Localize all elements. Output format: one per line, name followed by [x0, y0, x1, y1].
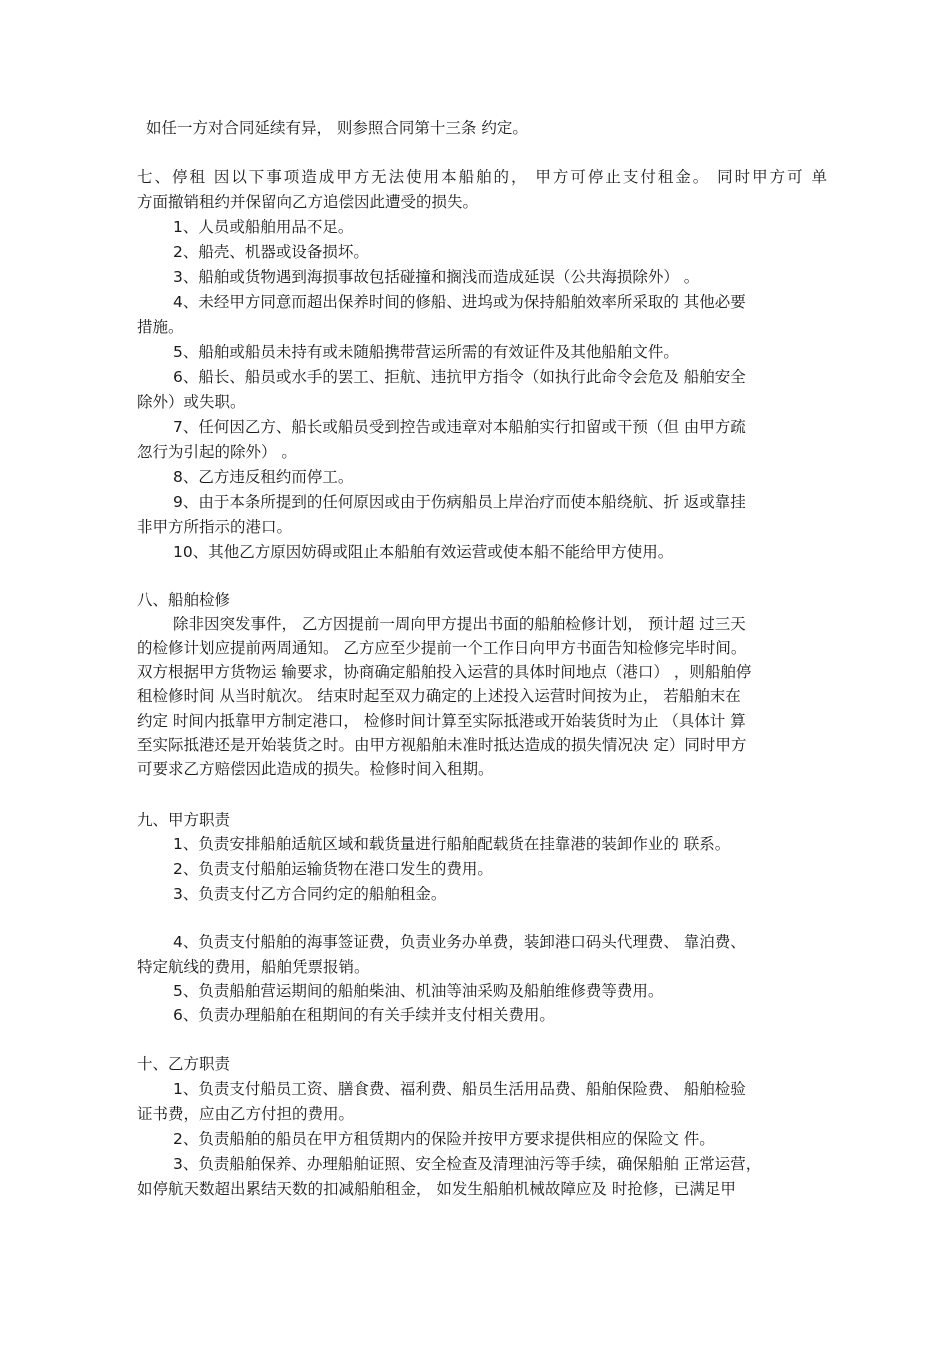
section9-item: 4、负责支付船舶的海事签证费，负责业务办单费，装卸港口码头代理费、 靠泊费、 [173, 933, 746, 951]
section7-item: 8、乙方违反租约而停工。 [173, 468, 354, 486]
section8-line: 双方根据甲方货物运 输要求，协商确定船舶投入运营的具体时间地点（港口） ，则船舶停 [137, 663, 752, 681]
section7-item: 9、由于本条所提到的任何原因或由于伤病船员上岸治疗而使本船绕航、折 返或靠挂 [173, 493, 746, 511]
section10-item: 2、负责船舶的船员在甲方租赁期内的保险并按甲方要求提供相应的保险文 件。 [173, 1130, 715, 1148]
section7-item: 5、船舶或船员未持有或未随船携带营运所需的有效证件及其他船舶文件。 [173, 343, 679, 361]
section10-item: 3、负责船舶保养、办理船舶证照、安全检查及清理油污等手续，确保船舶 正常运营， [173, 1155, 762, 1173]
section7-item-cont: 忽行为引起的除外） 。 [137, 443, 297, 461]
section10-item-cont: 如停航天数超出累结天数的扣减船舶租金， 如发生船舶机械故障应及 时抢修，已满足甲 [137, 1180, 736, 1198]
section9-item: 1、负责安排船舶适航区域和载货量进行船舶配载货在挂靠港的装卸作业的 联系。 [173, 835, 731, 853]
section7-para-line: 方面撤销租约并保留向乙方追偿因此遭受的损失。 [137, 193, 479, 211]
section10-title: 十、乙方职责 [137, 1055, 231, 1073]
section8-line: 可要求乙方赔偿因此造成的损失。检修时间入租期。 [137, 760, 494, 778]
section10-item-cont: 证书费，应由乙方付担的费用。 [137, 1105, 355, 1123]
section9-item: 6、负责办理船舶在租期间的有关手续并支付相关费用。 [173, 1006, 555, 1024]
section8-line: 至实际抵港还是开始装货之时。由甲方视船舶未准时抵达造成的损失情况决 定）同时甲方 [137, 736, 747, 754]
section9-item: 2、负责支付船舶运输货物在港口发生的费用。 [173, 860, 493, 878]
section7-item: 1、人员或船舶用品不足。 [173, 218, 354, 236]
section7-item-cont: 非甲方所指示的港口。 [137, 518, 293, 536]
section7-item-cont: 措施。 [137, 318, 184, 336]
section8-line: 租检修时间 从当时航次。 结束时起至双力确定的上述投入运营时间按为止， 若船舶末在 [137, 687, 741, 705]
section9-item: 3、负责支付乙方合同约定的船舶租金。 [173, 885, 447, 903]
section8-line: 的检修计划应提前两周通知。 乙方应至少提前一个工作日向甲方书面告知检修完毕时间。 [137, 639, 747, 657]
section9-title: 九、甲方职责 [137, 811, 231, 829]
section7-item: 7、任何因乙方、船长或船员受到控告或违章对本船舶实行扣留或干预（但 由甲方疏 [173, 418, 746, 436]
section7-item: 2、船壳、机器或设备损坏。 [173, 243, 369, 261]
section7-item-cont: 除外）或失职。 [137, 393, 246, 411]
section7-item: 10、其他乙方原因妨碍或阻止本船舶有效运营或使本船不能给甲方使用。 [173, 543, 674, 561]
section8-line: 约定 时间内抵靠甲方制定港口， 检修时间计算至实际抵港或开始装货时为止 （具体计 算 [137, 712, 746, 730]
section8-title: 八、船舶检修 [137, 591, 231, 609]
section7-item: 4、未经甲方同意而超出保养时间的修船、进坞或为保持船舶效率所采取的 其他必要 [173, 293, 746, 311]
section7-para-line: 七、停租 因以下事项造成甲方无法使用本船舶的， 甲方可停止支付租金。 同时甲方可 单 [137, 168, 827, 186]
section9-item: 5、负责船舶营运期间的船舶柴油、机油等油采购及船舶维修费等费用。 [173, 982, 664, 1000]
intro-line: 如任一方对合同延续有异， 则参照合同第十三条 约定。 [146, 119, 528, 137]
section10-item: 1、负责支付船员工资、膳食费、福利费、船员生活用品费、船舶保险费、 船舶检验 [173, 1080, 746, 1098]
section7-item: 6、船长、船员或水手的罢工、拒航、违抗甲方指令（如执行此命令会危及 船舶安全 [173, 368, 746, 386]
section8-line: 除非因突发事件， 乙方因提前一周向甲方提出书面的船舶检修计划， 预计超 过三天 [173, 615, 746, 633]
section9-item-cont: 特定航线的费用，船舶凭票报销。 [137, 958, 370, 976]
section7-item: 3、船舶或货物遇到海损事故包括碰撞和搁浅而造成延误（公共海损除外） 。 [173, 268, 700, 286]
